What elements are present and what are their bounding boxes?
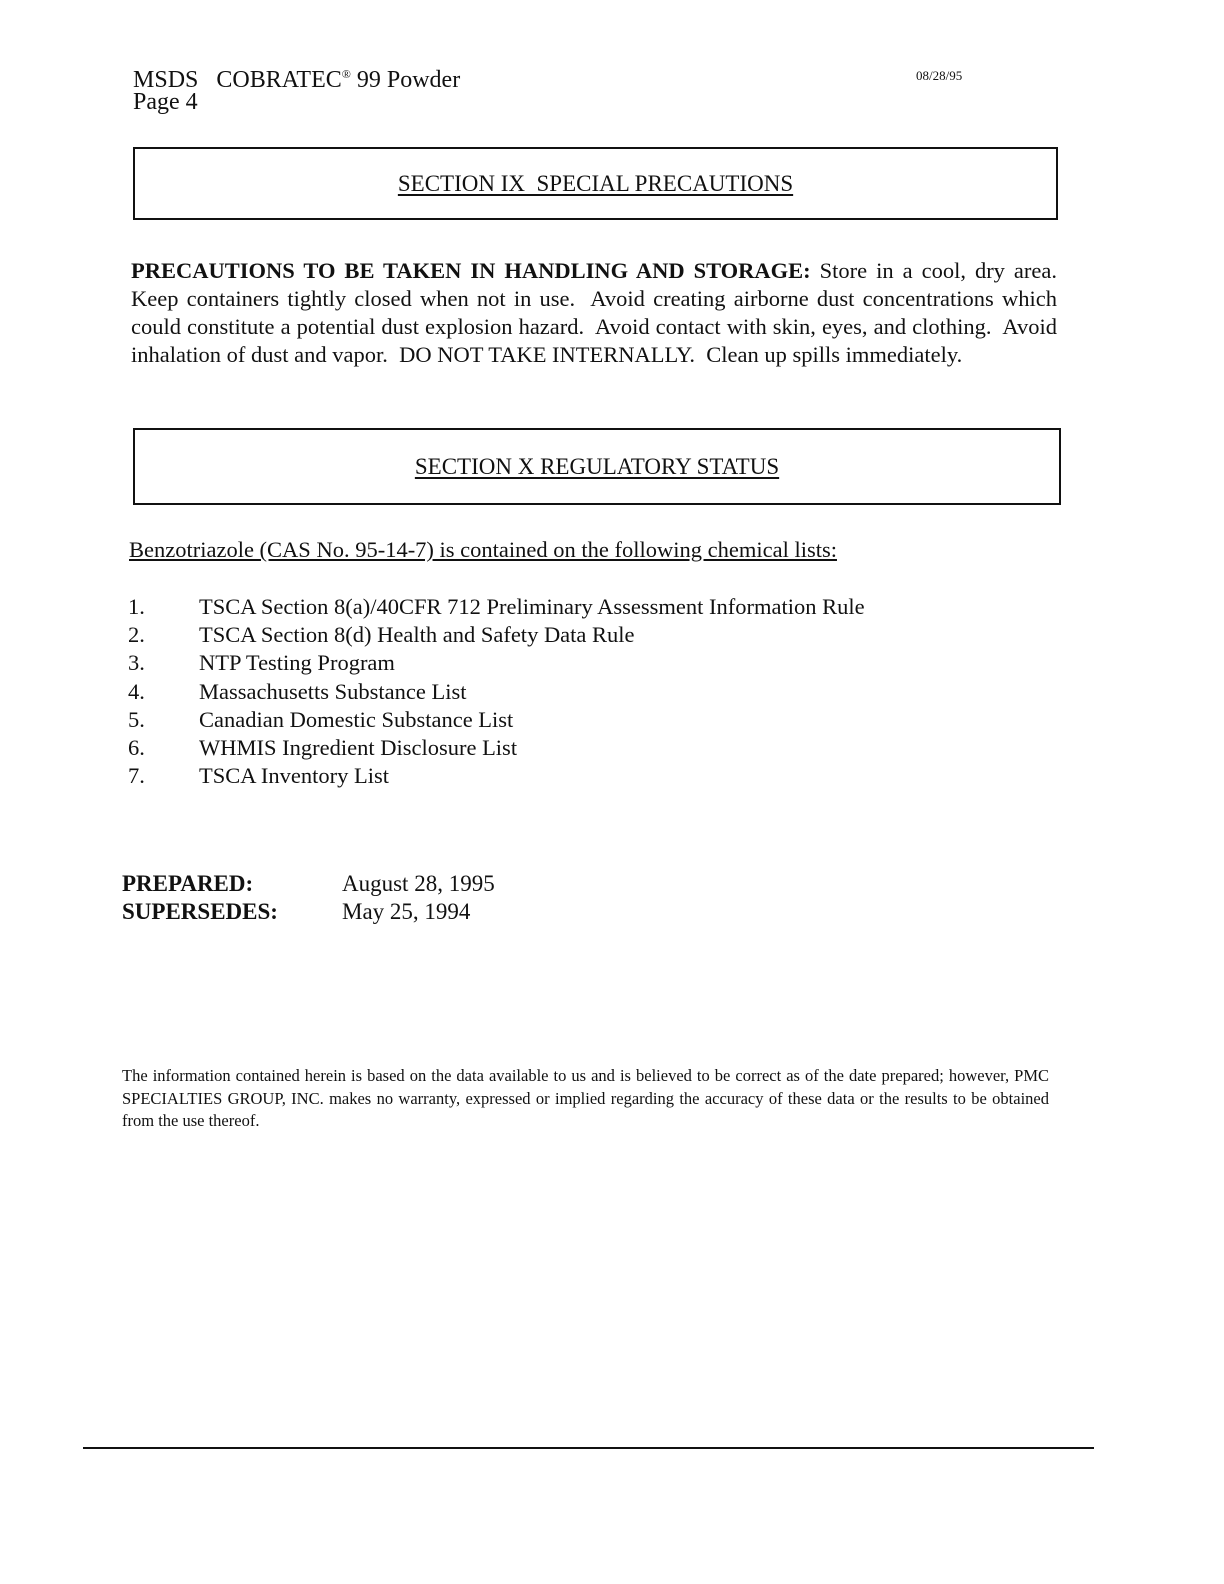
precautions-heading: PRECAUTIONS TO BE TAKEN IN HANDLING AND STORAGE: bbox=[131, 258, 811, 283]
supersedes-row bbox=[122, 898, 622, 926]
header-date: 08/28/95 bbox=[916, 68, 963, 83]
section-9-box bbox=[133, 147, 1058, 220]
product-name: COBRATEC® 99 Powder bbox=[216, 67, 461, 93]
list-item: 7. TSCA Inventory List bbox=[128, 763, 389, 789]
section-10-title: SECTION X REGULATORY STATUS bbox=[414, 453, 780, 479]
section-10-box bbox=[133, 428, 1061, 505]
prepared-value: August 28, 1995 bbox=[342, 871, 495, 896]
disclaimer: The information contained herein is based on the data available to us and is believed to be correct as of the date prepared; however, PMC SPECIALTIES GROUP, INC. makes no warranty, expressed or implied regarding the accuracy of these data or the results to be obtained from the use thereof. bbox=[122, 1066, 1049, 1130]
regulatory-intro: Benzotriazole (CAS No. 95-14-7) is contained on the following chemical lists: bbox=[129, 537, 837, 562]
prepared-row bbox=[122, 870, 622, 898]
supersedes-value: May 25, 1994 bbox=[342, 899, 471, 924]
list-item: 6. WHMIS Ingredient Disclosure List bbox=[128, 734, 518, 760]
footer-rule bbox=[83, 1447, 1094, 1449]
precautions-paragraph bbox=[131, 257, 1069, 369]
list-item: 1. TSCA Section 8(a)/40CFR 712 Preliminary Assessment Information Rule bbox=[128, 594, 865, 619]
section-9-title: SECTION IX SPECIAL PRECAUTIONS bbox=[397, 170, 794, 196]
list-item: 4. Massachusetts Substance List bbox=[128, 678, 467, 704]
list-item: 3. NTP Testing Program bbox=[128, 650, 395, 676]
doc-type: MSDS bbox=[133, 67, 199, 93]
prepared-label: PREPARED: bbox=[122, 871, 254, 896]
precautions-body: Store in a cool, dry area. Keep containers tightly closed when not in use. Avoid creating airborne dust concentrations which could constitute a potential dust explosion hazard. Avoid contact with skin, eyes, and clothing. Avoid inhalation of dust and vapor. DO NOT TAKE INTERNALLY. Clean up spills immediately. bbox=[131, 258, 1069, 367]
list-item: 5. Canadian Domestic Substance List bbox=[128, 706, 514, 732]
chemical-lists bbox=[128, 594, 1028, 791]
list-item: 2. TSCA Section 8(d) Health and Safety Data Rule bbox=[128, 622, 635, 648]
page-number: Page 4 bbox=[133, 89, 198, 115]
supersedes-label: SUPERSEDES: bbox=[122, 899, 278, 924]
